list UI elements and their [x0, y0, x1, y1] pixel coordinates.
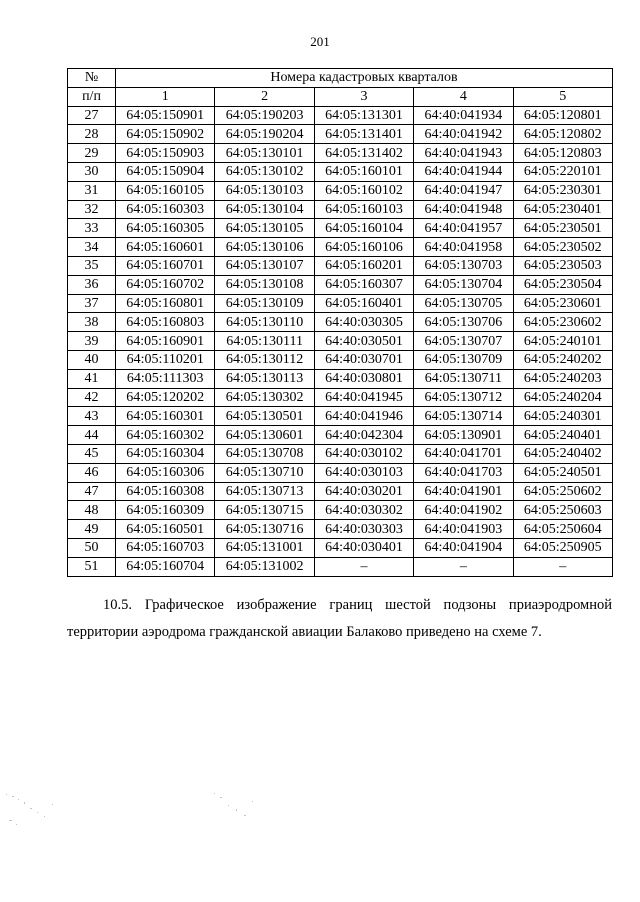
cadastral-table	[67, 68, 613, 577]
table-row	[68, 219, 613, 238]
cadastral-number-cell: –	[513, 557, 612, 576]
cadastral-number-cell: 64:05:160303	[116, 200, 215, 219]
cadastral-number-cell: 64:05:120801	[513, 106, 612, 125]
cadastral-number-cell: 64:05:130708	[215, 444, 314, 463]
column-header: 5	[513, 87, 612, 106]
cadastral-number-cell: 64:05:220101	[513, 162, 612, 181]
cadastral-number-cell: 64:05:150902	[116, 125, 215, 144]
cadastral-number-cell: 64:05:160106	[314, 238, 413, 257]
cadastral-number-cell: 64:05:160901	[116, 332, 215, 351]
cadastral-number-cell: 64:05:240101	[513, 332, 612, 351]
cadastral-number-cell: 64:40:041948	[414, 200, 513, 219]
scan-artifact	[4, 790, 74, 830]
cadastral-number-cell: 64:05:190203	[215, 106, 314, 125]
table-row	[68, 181, 613, 200]
table-row	[68, 426, 613, 445]
cadastral-number-cell: 64:05:230503	[513, 256, 612, 275]
cadastral-number-cell: 64:05:131301	[314, 106, 413, 125]
cadastral-number-cell: 64:05:160301	[116, 407, 215, 426]
cadastral-number-cell: 64:40:041944	[414, 162, 513, 181]
cadastral-number-cell: 64:05:160801	[116, 294, 215, 313]
num-header-top: №	[68, 69, 116, 88]
scan-artifact	[210, 785, 270, 825]
cadastral-number-cell: 64:05:130710	[215, 463, 314, 482]
cadastral-number-cell: 64:05:160803	[116, 313, 215, 332]
cadastral-number-cell: 64:05:160304	[116, 444, 215, 463]
row-number: 30	[68, 162, 116, 181]
cadastral-number-cell: 64:05:130101	[215, 144, 314, 163]
row-number: 31	[68, 181, 116, 200]
cadastral-number-cell: 64:40:041943	[414, 144, 513, 163]
cadastral-number-cell: 64:05:160308	[116, 482, 215, 501]
cadastral-number-cell: 64:05:130901	[414, 426, 513, 445]
column-header: 2	[215, 87, 314, 106]
group-title: Номера кадастровых кварталов	[116, 69, 613, 88]
cadastral-number-cell: 64:05:130601	[215, 426, 314, 445]
cadastral-number-cell: 64:05:160201	[314, 256, 413, 275]
column-header: 1	[116, 87, 215, 106]
cadastral-number-cell: 64:05:160401	[314, 294, 413, 313]
cadastral-number-cell: 64:05:130102	[215, 162, 314, 181]
row-number: 27	[68, 106, 116, 125]
cadastral-number-cell: 64:40:030501	[314, 332, 413, 351]
cadastral-number-cell: 64:05:131401	[314, 125, 413, 144]
table-row	[68, 369, 613, 388]
cadastral-number-cell: 64:05:130703	[414, 256, 513, 275]
cadastral-number-cell: 64:05:160702	[116, 275, 215, 294]
cadastral-number-cell: 64:05:230502	[513, 238, 612, 257]
table-row	[68, 106, 613, 125]
cadastral-number-cell: 64:05:250603	[513, 501, 612, 520]
cadastral-number-cell: 64:05:130109	[215, 294, 314, 313]
cadastral-number-cell: 64:05:160307	[314, 275, 413, 294]
table-row	[68, 520, 613, 539]
row-number: 41	[68, 369, 116, 388]
cadastral-number-cell: 64:05:110201	[116, 350, 215, 369]
cadastral-number-cell: 64:05:130105	[215, 219, 314, 238]
cadastral-number-cell: 64:05:240203	[513, 369, 612, 388]
cadastral-number-cell: 64:05:160701	[116, 256, 215, 275]
cadastral-number-cell: 64:05:240301	[513, 407, 612, 426]
cadastral-number-cell: 64:05:130112	[215, 350, 314, 369]
cadastral-number-cell: 64:40:030401	[314, 538, 413, 557]
cadastral-number-cell: 64:05:131402	[314, 144, 413, 163]
num-header-bottom: п/п	[68, 87, 116, 106]
cadastral-number-cell: 64:05:130110	[215, 313, 314, 332]
row-number: 49	[68, 520, 116, 539]
cadastral-number-cell: 64:40:030303	[314, 520, 413, 539]
row-number: 34	[68, 238, 116, 257]
cadastral-number-cell: 64:40:041701	[414, 444, 513, 463]
table-body	[68, 106, 613, 576]
cadastral-number-cell: 64:05:160306	[116, 463, 215, 482]
cadastral-number-cell: 64:05:120802	[513, 125, 612, 144]
page-number: 201	[310, 34, 330, 49]
table-header-row	[68, 69, 613, 88]
row-number: 47	[68, 482, 116, 501]
cadastral-number-cell: 64:05:150901	[116, 106, 215, 125]
row-number: 35	[68, 256, 116, 275]
cadastral-number-cell: 64:05:130501	[215, 407, 314, 426]
cadastral-number-cell: 64:05:130106	[215, 238, 314, 257]
cadastral-number-cell: 64:05:130711	[414, 369, 513, 388]
cadastral-number-cell: 64:05:130712	[414, 388, 513, 407]
cadastral-number-cell: 64:40:030801	[314, 369, 413, 388]
cadastral-number-cell: 64:05:160101	[314, 162, 413, 181]
cadastral-number-cell: 64:05:130713	[215, 482, 314, 501]
cadastral-number-cell: 64:40:041942	[414, 125, 513, 144]
cadastral-number-cell: –	[314, 557, 413, 576]
row-number: 46	[68, 463, 116, 482]
cadastral-number-cell: 64:05:160703	[116, 538, 215, 557]
cadastral-number-cell: 64:05:160104	[314, 219, 413, 238]
cadastral-number-cell: 64:05:130107	[215, 256, 314, 275]
cadastral-number-cell: 64:05:240204	[513, 388, 612, 407]
row-number: 32	[68, 200, 116, 219]
row-number: 50	[68, 538, 116, 557]
cadastral-number-cell: 64:05:130113	[215, 369, 314, 388]
cadastral-number-cell: 64:05:240202	[513, 350, 612, 369]
cadastral-number-cell: 64:40:042304	[314, 426, 413, 445]
cadastral-number-cell: 64:05:130709	[414, 350, 513, 369]
cadastral-number-cell: 64:05:230602	[513, 313, 612, 332]
cadastral-number-cell: 64:05:250602	[513, 482, 612, 501]
cadastral-number-cell: 64:05:111303	[116, 369, 215, 388]
cadastral-number-cell: 64:40:030201	[314, 482, 413, 501]
row-number: 40	[68, 350, 116, 369]
table-row	[68, 501, 613, 520]
paragraph-text: 10.5. Графическое изображение границ шестой подзоны приаэродромной территории аэродрома гражданской авиации Балаково приведено на схеме 7.	[67, 597, 612, 640]
cadastral-number-cell: 64:05:130108	[215, 275, 314, 294]
table-row	[68, 557, 613, 576]
cadastral-number-cell: 64:05:230504	[513, 275, 612, 294]
row-number: 42	[68, 388, 116, 407]
cadastral-number-cell: 64:05:230501	[513, 219, 612, 238]
cadastral-number-cell: 64:40:041958	[414, 238, 513, 257]
cadastral-number-cell: 64:05:130704	[414, 275, 513, 294]
table-row	[68, 463, 613, 482]
cadastral-number-cell: 64:05:230301	[513, 181, 612, 200]
cadastral-number-cell: 64:40:030701	[314, 350, 413, 369]
cadastral-number-cell: 64:05:240501	[513, 463, 612, 482]
cadastral-number-cell: 64:05:120202	[116, 388, 215, 407]
cadastral-number-cell: 64:05:130705	[414, 294, 513, 313]
cadastral-number-cell: 64:05:230401	[513, 200, 612, 219]
cadastral-number-cell: 64:05:130302	[215, 388, 314, 407]
cadastral-number-cell: 64:40:030305	[314, 313, 413, 332]
cadastral-number-cell: 64:40:041934	[414, 106, 513, 125]
body-paragraph	[67, 592, 612, 646]
cadastral-number-cell: 64:05:160704	[116, 557, 215, 576]
cadastral-number-cell: 64:40:030102	[314, 444, 413, 463]
cadastral-number-cell: 64:05:130715	[215, 501, 314, 520]
row-number: 33	[68, 219, 116, 238]
cadastral-number-cell: 64:05:160102	[314, 181, 413, 200]
cadastral-number-cell: 64:05:160601	[116, 238, 215, 257]
table-row	[68, 482, 613, 501]
row-number: 37	[68, 294, 116, 313]
column-header: 4	[414, 87, 513, 106]
row-number: 51	[68, 557, 116, 576]
cadastral-number-cell: 64:40:041903	[414, 520, 513, 539]
column-header: 3	[314, 87, 413, 106]
cadastral-number-cell: 64:05:150904	[116, 162, 215, 181]
cadastral-number-cell: –	[414, 557, 513, 576]
cadastral-number-cell: 64:40:041703	[414, 463, 513, 482]
cadastral-number-cell: 64:40:041946	[314, 407, 413, 426]
cadastral-number-cell: 64:05:150903	[116, 144, 215, 163]
cadastral-number-cell: 64:05:240401	[513, 426, 612, 445]
cadastral-number-cell: 64:05:160103	[314, 200, 413, 219]
cadastral-number-cell: 64:05:230601	[513, 294, 612, 313]
cadastral-number-cell: 64:05:240402	[513, 444, 612, 463]
cadastral-number-cell: 64:40:041904	[414, 538, 513, 557]
row-number: 39	[68, 332, 116, 351]
row-number: 28	[68, 125, 116, 144]
cadastral-number-cell: 64:05:120803	[513, 144, 612, 163]
cadastral-number-cell: 64:05:130716	[215, 520, 314, 539]
cadastral-number-cell: 64:05:190204	[215, 125, 314, 144]
table-row	[68, 256, 613, 275]
cadastral-number-cell: 64:40:041902	[414, 501, 513, 520]
cadastral-number-cell: 64:40:041957	[414, 219, 513, 238]
table-subheader-row	[68, 87, 613, 106]
cadastral-number-cell: 64:05:130111	[215, 332, 314, 351]
table-row	[68, 238, 613, 257]
row-number: 48	[68, 501, 116, 520]
cadastral-number-cell: 64:40:030103	[314, 463, 413, 482]
table-row	[68, 125, 613, 144]
row-number: 29	[68, 144, 116, 163]
row-number: 36	[68, 275, 116, 294]
cadastral-number-cell: 64:05:160105	[116, 181, 215, 200]
cadastral-number-cell: 64:05:130103	[215, 181, 314, 200]
row-number: 44	[68, 426, 116, 445]
cadastral-number-cell: 64:05:130707	[414, 332, 513, 351]
cadastral-number-cell: 64:05:131001	[215, 538, 314, 557]
cadastral-number-cell: 64:05:160309	[116, 501, 215, 520]
table-row	[68, 162, 613, 181]
row-number: 38	[68, 313, 116, 332]
cadastral-number-cell: 64:05:250604	[513, 520, 612, 539]
cadastral-number-cell: 64:05:130104	[215, 200, 314, 219]
table-row	[68, 388, 613, 407]
table-row	[68, 275, 613, 294]
table-row	[68, 144, 613, 163]
cadastral-number-cell: 64:05:160501	[116, 520, 215, 539]
cadastral-number-cell: 64:05:130706	[414, 313, 513, 332]
table-row	[68, 313, 613, 332]
table-row	[68, 444, 613, 463]
row-number: 45	[68, 444, 116, 463]
cadastral-number-cell: 64:40:041947	[414, 181, 513, 200]
table-row	[68, 407, 613, 426]
table-row	[68, 294, 613, 313]
cadastral-number-cell: 64:40:041945	[314, 388, 413, 407]
table-row	[68, 200, 613, 219]
cadastral-number-cell: 64:05:131002	[215, 557, 314, 576]
cadastral-number-cell: 64:40:041901	[414, 482, 513, 501]
cadastral-number-cell: 64:05:250905	[513, 538, 612, 557]
row-number: 43	[68, 407, 116, 426]
cadastral-number-cell: 64:05:130714	[414, 407, 513, 426]
table-row	[68, 538, 613, 557]
cadastral-number-cell: 64:40:030302	[314, 501, 413, 520]
cadastral-number-cell: 64:05:160302	[116, 426, 215, 445]
table-row	[68, 332, 613, 351]
cadastral-number-cell: 64:05:160305	[116, 219, 215, 238]
table-row	[68, 350, 613, 369]
